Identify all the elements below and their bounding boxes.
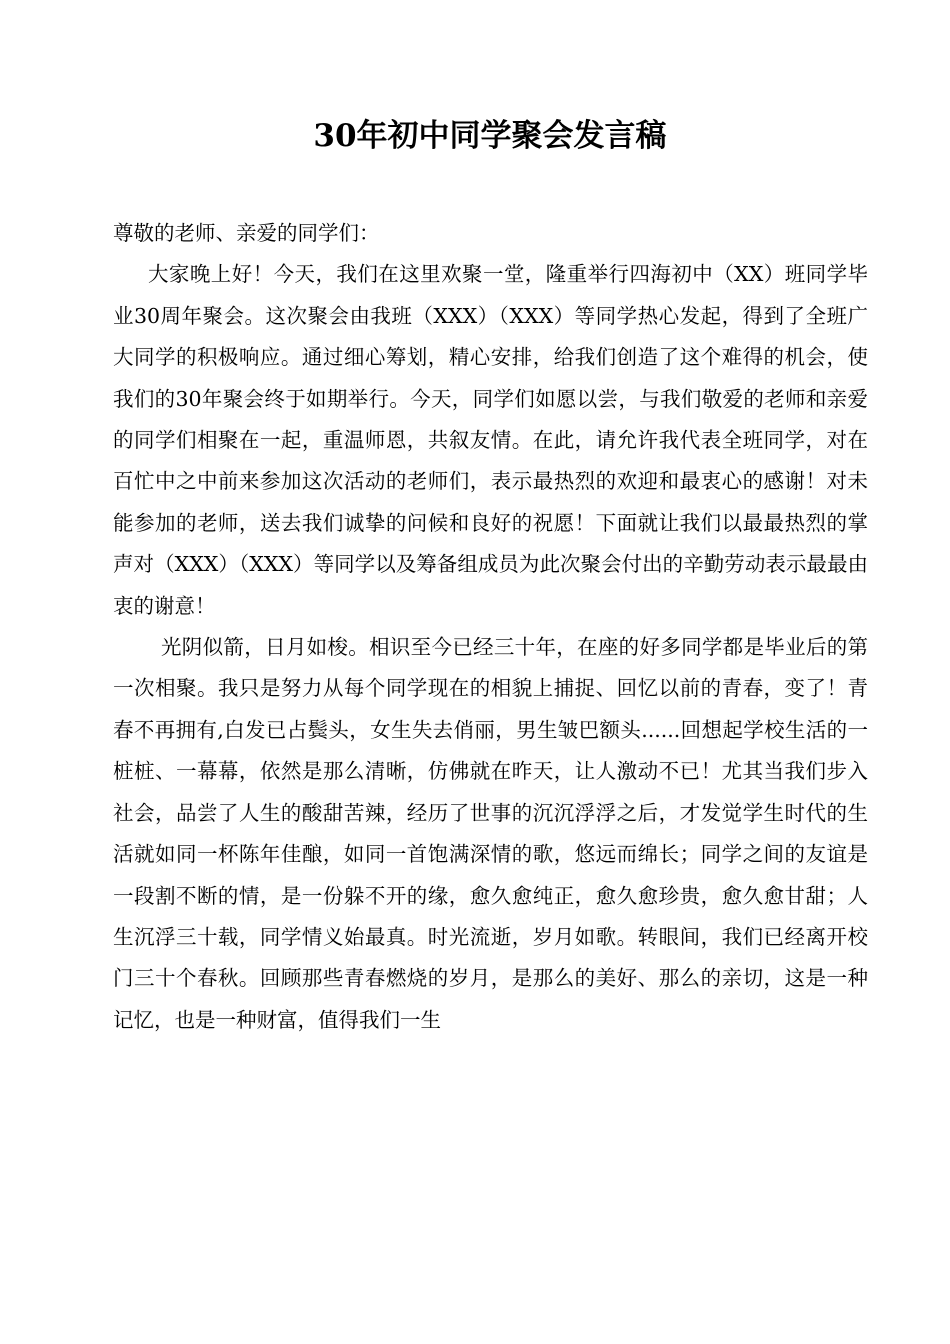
document-title: 30年初中同学聚会发言稿 [313,118,667,154]
salutation: 尊敬的老师、亲爱的同学们： [113,221,380,245]
paragraph-opening: 大家晚上好！今天，我们在这里欢聚一堂，隆重举行四海初中（XX）班同学毕业30周年聚会。这次聚会由我班（XXX）（XXX）等同学热心发起，得到了全班广大同学的积极响应。通过细心筹划，精心安排，给我们创造了这个难得的机会，使我们的30年聚会终于如期举行。今天，同学们如愿以尝，与我们敬爱的老师和亲爱的同学们相聚在一起，重温师恩，共叙友情。在此，请允许我代表全班同学，对在百忙中之中前来参加这次活动的老师们，表示最热烈的欢迎和最衷心的感谢！对未能参加的老师，送去我们诚挚的问候和良好的祝愿！下面就让我们以最最热烈的掌声对（XXX）（XXX）等同学以及筹备组成员为此次聚会付出的辛勤劳动表示最最由衷的谢意！ [113,262,868,618]
document-body [113,213,868,1041]
paragraph-memories: 光阴似箭，日月如梭。相识至今已经三十年，在座的好多同学都是毕业后的第一次相聚。我只是努力从每个同学现在的相貌上捕捉、回忆以前的青春，变了！青春不再拥有,白发已占鬓头，女生失去俏丽，男生皱巴额头......回想起学校生活的一桩桩、一幕幕，依然是那么清晰，仿佛就在昨天，让人激动不已！尤其当我们步入社会，品尝了人生的酸甜苦辣，经历了世事的沉沉浮浮之后，才发觉学生时代的生活就如同一杯陈年佳酿，如同一首饱满深情的歌，悠远而绵长；同学之间的友谊是一段割不断的情，是一份躲不开的缘，愈久愈纯正，愈久愈珍贵，愈久愈甘甜；人生沉浮三十载，同学情义始最真。时光流逝，岁月如歌。转眼间，我们已经离开校门三十个春秋。回顾那些青春燃烧的岁月，是那么的美好、那么的亲切，这是一种记忆，也是一种财富，值得我们一生 [113,635,868,1032]
